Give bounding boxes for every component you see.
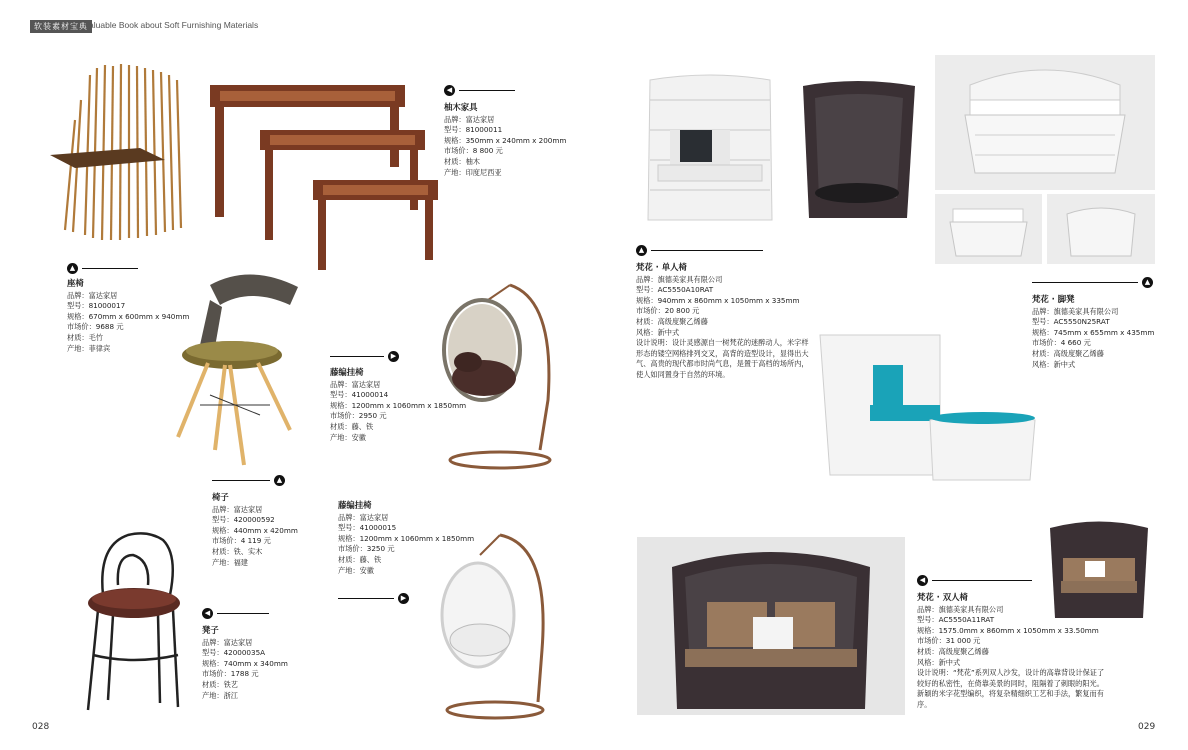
- single-chair-photo: [640, 70, 780, 225]
- model-row: 型号：42000035A: [202, 648, 266, 658]
- material-row: 材质：高级度聚乙烯藤: [917, 646, 989, 656]
- marker-line: [1032, 282, 1138, 284]
- price-row: 市场价：2950 元: [330, 411, 387, 421]
- arrow-left-icon: ◀: [917, 575, 928, 586]
- arrow-left-icon: ◀: [202, 608, 213, 619]
- arrow-right-icon: ▶: [388, 351, 399, 362]
- marker-line: [330, 356, 384, 358]
- bamboo-chair-photo: [45, 60, 190, 245]
- design-description: 设计说明：“梵花”系列双人沙发，设计的高靠背设计保证了较好的私密性，在倚靠美景的同时，阻隔着了刺眼的阳光。新颖的米字花型编织，将复杂精细织工艺和手法，繁复而有序。: [917, 668, 1105, 709]
- size-row: 规格：745mm x 655mm x 435mm: [1032, 327, 1155, 337]
- double-chair-marker: [917, 570, 1032, 584]
- stool-marker: [202, 603, 269, 617]
- product-title: 梵花 · 双人椅: [917, 592, 968, 602]
- double-chair-photo: [637, 537, 905, 715]
- stool-info: [202, 625, 288, 701]
- marker-line: [932, 580, 1032, 582]
- arrow-right-icon: ▶: [398, 593, 409, 604]
- origin-row: 产地：印度尼西亚: [444, 167, 502, 177]
- price-row: 市场价：4 119 元: [212, 536, 271, 546]
- brand-row: 品牌：旗德美家具有限公司: [917, 604, 1004, 614]
- teak-tables-photo: [205, 75, 440, 275]
- brand-row: 品牌：富达家居: [444, 114, 495, 124]
- material-row: 材质：铁、实木: [212, 546, 263, 556]
- arrow-up-icon: ▲: [67, 263, 78, 274]
- brand-row: 品牌：旗德美家具有限公司: [636, 274, 723, 284]
- product-title: 柚木家具: [444, 102, 478, 112]
- origin-row: 产地：菲律宾: [67, 343, 111, 353]
- origin-row: 产地：安徽: [338, 565, 374, 575]
- design-description: 设计说明：设计灵感源自一树梵花的迷醉动人，米字样形态的镂空网格排列交叉，高背的造型设计，显得出大气、高贵的现代都市时尚气息，是置于高档的场所内，使人如同置身于自然的环境。: [636, 338, 809, 379]
- brand-row: 品牌：富达家居: [202, 637, 253, 647]
- model-row: 型号：81000011: [444, 125, 503, 135]
- brand-row: 品牌：富达家居: [67, 290, 118, 300]
- marker-line: [651, 250, 763, 252]
- model-row: 型号：AC5550A10RAT: [636, 285, 714, 295]
- size-row: 规格：940mm x 860mm x 1050mm x 335mm: [636, 295, 800, 305]
- style-row: 风格：新中式: [636, 327, 680, 337]
- arrow-left-icon: ◀: [444, 85, 455, 96]
- size-row: 规格：1575.0mm x 860mm x 1050mm x 33.50mm: [917, 625, 1099, 635]
- style-row: 风格：新中式: [917, 657, 961, 667]
- size-row: 规格：1200mm x 1060mm x 1850mm: [330, 400, 467, 410]
- product-title: 凳子: [202, 625, 219, 635]
- arrow-up-icon: ▲: [1142, 277, 1153, 288]
- material-row: 材质：高级度聚乙烯藤: [1032, 348, 1104, 358]
- rattan-swing-marker: [330, 346, 399, 360]
- price-row: 市场价：4 660 元: [1032, 338, 1091, 348]
- bamboo-chair-marker: [67, 258, 138, 272]
- book-badge: 软装素材宝典: [30, 20, 92, 33]
- material-row: 材质：高级度聚乙烯藤: [636, 316, 708, 326]
- price-row: 市场价：1788 元: [202, 669, 259, 679]
- model-row: 型号：420000592: [212, 515, 275, 525]
- price-row: 市场价：31 000 元: [917, 636, 981, 646]
- price-row: 市场价：9688 元: [67, 322, 124, 332]
- style-row: 风格：新中式: [1032, 359, 1076, 369]
- model-row: 型号：41000015: [338, 523, 397, 533]
- footrest-photo: [935, 55, 1155, 190]
- single-chair-info: [636, 262, 811, 381]
- page-number-left: 028: [32, 722, 50, 732]
- single-chair-marker: [636, 240, 763, 254]
- material-row: 材质：藤、铁: [330, 421, 374, 431]
- product-title: 藤编挂椅: [338, 500, 372, 510]
- origin-row: 产地：浙江: [202, 690, 238, 700]
- product-title: 梵花 · 脚凳: [1032, 294, 1075, 304]
- white-swing-info: [338, 500, 474, 576]
- model-row: 型号：41000014: [330, 390, 389, 400]
- material-row: 材质：毛竹: [67, 332, 103, 342]
- teak-tables-marker: [444, 80, 515, 94]
- brand-row: 品牌：富达家居: [338, 512, 389, 522]
- model-row: 型号：AC5550A11RAT: [917, 615, 995, 625]
- single-chair-dark-photo: [795, 78, 920, 223]
- footrest-detail-photo: [935, 194, 1042, 264]
- marker-line: [212, 480, 270, 482]
- brand-row: 品牌：富达家居: [330, 379, 381, 389]
- product-title: 藤编挂椅: [330, 367, 364, 377]
- marker-line: [338, 598, 394, 600]
- chair-footrest-set-photo: [815, 330, 1040, 495]
- price-row: 市场价：3250 元: [338, 544, 395, 554]
- marker-line: [459, 90, 515, 92]
- material-row: 材质：铁艺: [202, 679, 238, 689]
- product-title: 椅子: [212, 492, 229, 502]
- brand-row: 品牌：旗德美家具有限公司: [1032, 306, 1119, 316]
- material-row: 材质：柚木: [444, 156, 480, 166]
- model-row: 型号：AC5550N25RAT: [1032, 317, 1110, 327]
- price-row: 市场价：8 800 元: [444, 146, 503, 156]
- brand-row: 品牌：富达家居: [212, 504, 263, 514]
- chair-photo: [170, 265, 300, 470]
- page-number-right: 029: [1138, 722, 1156, 732]
- double-chair-info: [917, 592, 1107, 711]
- bamboo-chair-info: [67, 278, 189, 354]
- marker-line: [82, 268, 138, 270]
- product-title: 座椅: [67, 278, 84, 288]
- marker-line: [217, 613, 269, 615]
- book-title: Valuable Book about Soft Furnishing Materials: [84, 20, 259, 30]
- size-row: 规格：440mm x 420mm: [212, 525, 298, 535]
- size-row: 规格：350mm x 240mm x 200mm: [444, 135, 567, 145]
- rattan-swing-info: [330, 367, 466, 443]
- price-row: 市场价：20 800 元: [636, 306, 700, 316]
- chair-marker: [212, 470, 285, 484]
- white-swing-marker: [338, 588, 409, 602]
- footrest-side-photo: [1047, 194, 1155, 264]
- size-row: 规格：670mm x 600mm x 940mm: [67, 311, 190, 321]
- footrest-info: [1032, 294, 1154, 370]
- origin-row: 产地：福建: [212, 557, 248, 567]
- size-row: 规格：740mm x 340mm: [202, 658, 288, 668]
- origin-row: 产地：安徽: [330, 432, 366, 442]
- size-row: 规格：1200mm x 1060mm x 1850mm: [338, 533, 475, 543]
- chair-info: [212, 492, 298, 568]
- teak-tables-info: [444, 102, 566, 178]
- product-title: 梵花 · 单人椅: [636, 262, 687, 272]
- arrow-up-icon: ▲: [274, 475, 285, 486]
- stool-photo: [78, 525, 190, 715]
- model-row: 型号：81000017: [67, 301, 126, 311]
- arrow-up-icon: ▲: [636, 245, 647, 256]
- material-row: 材质：藤、铁: [338, 554, 382, 564]
- footrest-marker: [1032, 272, 1153, 286]
